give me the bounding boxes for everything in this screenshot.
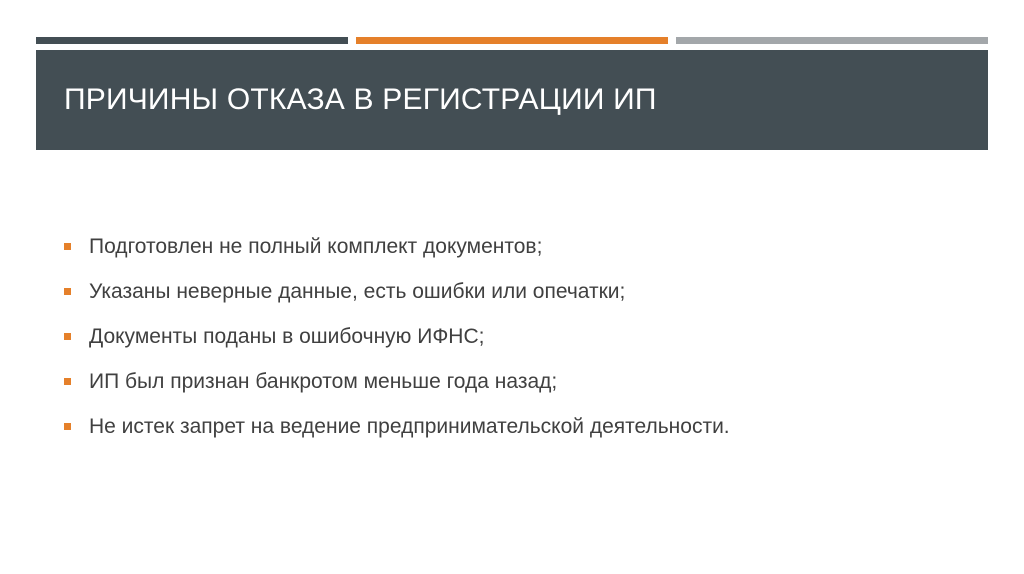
- bullet-text: Указаны неверные данные, есть ошибки или опечатки;: [89, 279, 626, 303]
- square-bullet-icon: [64, 378, 71, 385]
- slide-title: ПРИЧИНЫ ОТКАЗА В РЕГИСТРАЦИИ ИП: [64, 83, 657, 116]
- square-bullet-icon: [64, 288, 71, 295]
- title-band: [36, 50, 988, 150]
- list-item: [64, 224, 964, 269]
- bullet-text: Подготовлен не полный комплект документов;: [89, 234, 543, 258]
- square-bullet-icon: [64, 243, 71, 250]
- accent-bar-orange: [356, 37, 668, 44]
- bullet-text: Документы поданы в ошибочную ИФНС;: [89, 324, 485, 348]
- square-bullet-icon: [64, 423, 71, 430]
- list-item: [64, 269, 964, 314]
- list-item: [64, 359, 964, 404]
- list-item: [64, 314, 964, 359]
- list-item: [64, 404, 964, 449]
- bullet-list: [64, 224, 964, 449]
- accent-bar-gray: [676, 37, 988, 44]
- accent-bar-dark: [36, 37, 348, 44]
- bullet-text: Не истек запрет на ведение предпринимательской деятельности.: [89, 414, 730, 438]
- bullet-text: ИП был признан банкротом меньше года назад;: [89, 369, 558, 393]
- square-bullet-icon: [64, 333, 71, 340]
